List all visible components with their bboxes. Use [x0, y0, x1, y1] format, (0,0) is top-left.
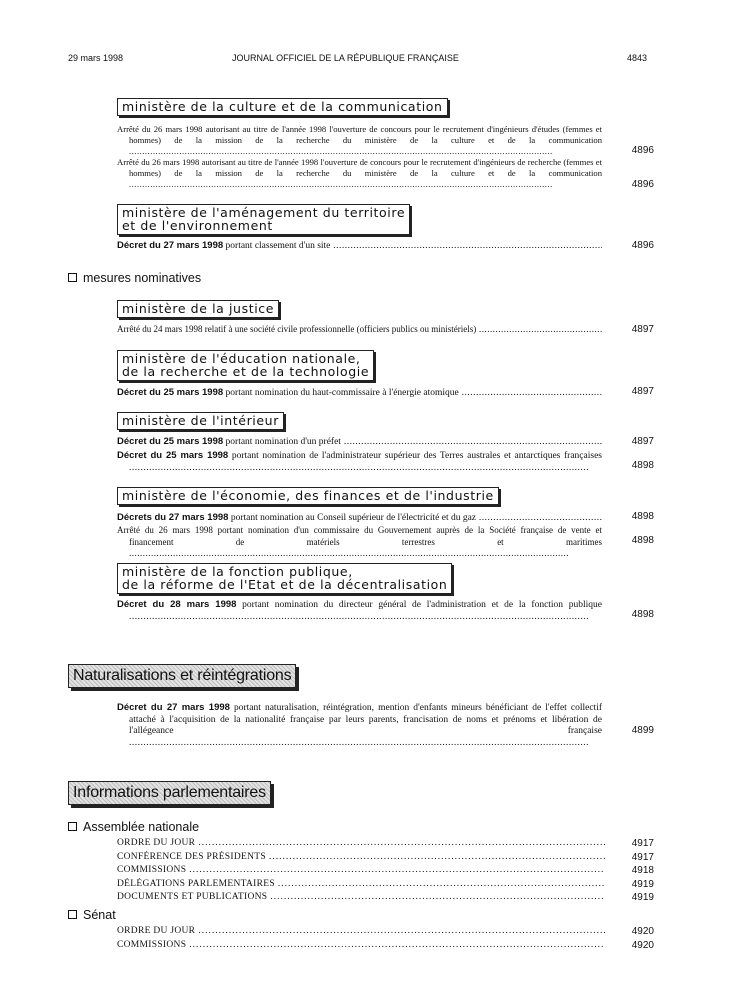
banner-naturalisations: Naturalisations et réintégrations [68, 664, 296, 688]
toc-label: DÉLÉGATIONS PARLEMENTAIRES [117, 878, 275, 889]
entry-bold: Décret du 27 mars 1998 [117, 240, 224, 251]
section-title-line: de la recherche et de la technologie [122, 364, 370, 379]
entry-bold: Décret du 25 mars 1998 [117, 436, 224, 447]
toc-label: DOCUMENTS ET PUBLICATIONS [117, 892, 268, 902]
entry-page: 4897 [631, 436, 654, 447]
toc-pages-assemblee [612, 837, 654, 905]
toc-label: ORDRE DU JOUR [117, 926, 196, 936]
subsection-label: mesures nominatives [83, 271, 202, 285]
header-date: 29 mars 1998 [68, 53, 124, 63]
entry-text: Arrêté du 24 mars 1998 relatif à une société civile professionnelle (officiers publics ou ministériels) ..... [117, 324, 602, 334]
header-title: JOURNAL OFFICIEL DE LA RÉPUBLIQUE FRANÇAISE [232, 53, 459, 63]
entry-text: portant nomination d'un préfet ..... [223, 437, 602, 447]
entry-text: portant naturalisation, réintégration, mention d'enfants mineurs bénéficiant de l'effet collectif attaché à l'acquisition de la nationalité française par leurs parents, francisation de noms et prénoms et libération de l'allégeance française ..... [129, 703, 602, 748]
toc-label: COMMISSIONS [117, 865, 187, 875]
entry-text: Arrêté du 26 mars 1998 autorisant au titre de l'année 1998 l'ouverture de concours pour le recrutement d'ingénieurs d'études (femmes et hommes) de la mission de la recherche du ministère de la culture et de la communication ..... [117, 124, 602, 156]
entry-page: 4896 [631, 145, 654, 156]
toc-page: 4920 [631, 926, 654, 937]
entry-page: 4898 [631, 511, 654, 522]
entry-page: 4898 [631, 609, 654, 620]
toc-row [117, 925, 605, 939]
entry-text: portant nomination du directeur général de l'administration et de la fonction publique ..... [129, 600, 602, 622]
section-title-culture: ministère de la culture et de la communication [117, 98, 448, 116]
toc-row [117, 891, 605, 905]
subsection-label: Assemblée nationale [83, 820, 200, 834]
entry-amenagement-1 [117, 240, 602, 252]
section-title-line: ministère de l'éducation nationale, [122, 351, 361, 366]
section-title-line: et de l'environnement [122, 218, 273, 233]
entry-text: portant classement d'un site ..... [223, 241, 602, 251]
entry-justice-1 [117, 324, 602, 336]
entry-page: 4898 [631, 535, 654, 546]
toc-page: 4917 [631, 851, 654, 863]
section-title-line: ministère de la fonction publique, [122, 564, 353, 579]
entry-bold: Décret du 25 mars 1998 [117, 387, 224, 398]
checkbox-square-icon [68, 822, 77, 831]
entry-page: 4897 [631, 386, 654, 397]
subsection-label: Sénat [83, 908, 116, 922]
entry-bold: Décrets du 27 mars 1998 [117, 512, 229, 523]
entry-fonction-1 [117, 599, 602, 623]
entry-text: portant nomination du haut-commissaire à l'énergie atomique ..... [223, 388, 602, 398]
section-title-line: de la réforme de l'Etat et de la décentralisation [122, 577, 448, 592]
toc-row [117, 939, 605, 953]
entry-economie-1 [117, 512, 602, 524]
entry-bold: Décret du 27 mars 1998 [117, 702, 230, 713]
entry-naturalisations-1 [117, 702, 602, 749]
entry-page: 4896 [631, 240, 654, 251]
entry-page: 4898 [631, 460, 654, 471]
entry-text: Arrêté du 26 mars 1998 autorisant au titre de l'année 1998 l'ouverture de concours pour le recrutement d'ingénieurs de recherche (femmes et hommes) de la mission de la recherche du ministère de la culture et de la communication ..... [117, 157, 602, 189]
toc-page: 4917 [631, 838, 654, 849]
entry-page: 4899 [631, 725, 654, 736]
subsection-assemblee-nationale [68, 820, 199, 834]
toc-row [117, 851, 605, 865]
toc-label: COMMISSIONS [117, 939, 187, 950]
section-title-line: ministère de l'aménagement du territoire [122, 205, 406, 220]
toc-senat [117, 925, 605, 952]
section-title-interieur: ministère de l'intérieur [117, 412, 284, 430]
subsection-mesures-nominatives [68, 271, 201, 285]
checkbox-square-icon [68, 273, 77, 282]
entry-interieur-2 [117, 450, 602, 474]
entry-page: 4897 [631, 324, 654, 335]
toc-assemblee [117, 837, 605, 905]
entry-education-1 [117, 387, 602, 399]
entry-bold: Décret du 28 mars 1998 [117, 599, 237, 610]
toc-row [117, 864, 605, 878]
toc-page: 4920 [631, 939, 654, 951]
checkbox-square-icon [68, 910, 77, 919]
entry-economie-2 [117, 525, 602, 560]
section-title-fonction-publique [117, 563, 452, 594]
entry-culture-2 [117, 157, 602, 189]
subsection-senat [68, 908, 116, 922]
entry-page: 4896 [631, 179, 654, 190]
entry-culture-1 [117, 124, 602, 156]
header-page-number: 4843 [627, 53, 648, 63]
toc-page: 4918 [631, 865, 654, 876]
entry-text: portant nomination de l'administrateur supérieur des Terres australes et antarctiques françaises ..... [129, 451, 602, 473]
toc-page: 4919 [631, 892, 654, 903]
section-title-amenagement [117, 204, 410, 235]
section-title-economie: ministère de l'économie, des finances et de l'industrie [117, 487, 499, 505]
toc-row [117, 837, 605, 851]
toc-label: ORDRE DU JOUR [117, 838, 196, 848]
entry-bold: Décret du 25 mars 1998 [117, 450, 229, 461]
toc-pages-senat [612, 925, 654, 952]
toc-row [117, 878, 605, 892]
banner-informations-parlementaires: Informations parlementaires [68, 781, 271, 805]
entry-interieur-1 [117, 436, 602, 448]
toc-page: 4919 [631, 878, 654, 890]
section-title-justice: ministère de la justice [117, 300, 279, 318]
entry-text: portant nomination au Conseil supérieur de l'électricité et du gaz ..... [228, 513, 602, 523]
section-title-education [117, 350, 374, 381]
entry-text: Arrêté du 26 mars 1998 portant nomination d'un commissaire du Gouvernement auprès de la Société française de vente et financement de matériels terrestres et maritimes ..... [117, 525, 602, 558]
toc-label: CONFÉRENCE DES PRÉSIDENTS [117, 851, 266, 862]
